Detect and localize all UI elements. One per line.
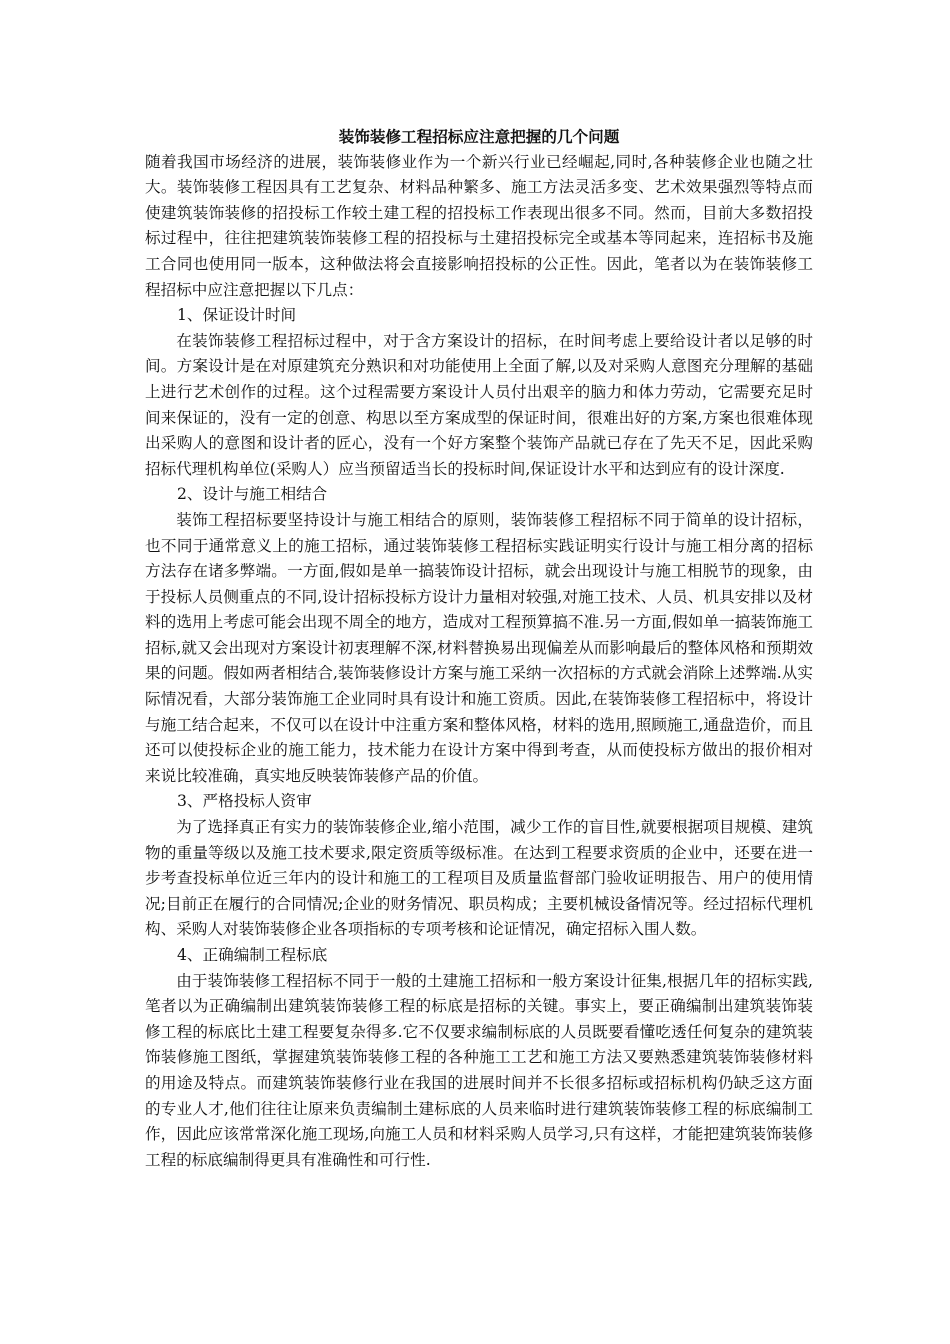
- intro-paragraph: 随着我国市场经济的进展，装饰装修业作为一个新兴行业已经崛起,同时,各种装修企业也随之壮大。装饰装修工程因具有工艺复杂、材料品种繁多、施工方法灵活多变、艺术效果强烈等特点而使建筑装饰装修的招投标工作较土建工程的招投标工作表现出很多不同。然而，目前大多数招投标过程中，往往把建筑装饰装修工程的招投标与土建招投标完全或基本等同起来，连招标书及施工合同也使用同一版本，这种做法将会直接影响招投标的公正性。因此，笔者以为在装饰装修工程招标中应注意把握以下几点：: [145, 152, 813, 299]
- section-heading-1: 1、保证设计时间: [177, 306, 297, 325]
- section-heading-2: 2、设计与施工相结合: [177, 485, 328, 504]
- document-title: 装饰装修工程招标应注意把握的几个问题: [338, 127, 620, 146]
- section-body-3: 为了选择真正有实力的装饰装修企业,缩小范围，减少工作的盲目性,就要根据项目规模、建筑物的重量等级以及施工技术要求,限定资质等级标准。在达到工程要求资质的企业中，还要在进一步考查投标单位近三年内的设计和施工的工程项目及质量监督部门验收证明报告、用户的使用情况;目前正在履行的合同情况;企业的财务情况、职员构成；主要机械设备情况等。经过招标代理机构、采购人对装饰装修企业各项指标的专项考核和论证情况，确定招标入围人数。: [145, 818, 813, 939]
- section-heading-3: 3、严格投标人资审: [177, 792, 312, 811]
- section-body-2: 装饰工程招标要坚持设计与施工相结合的原则，装饰装修工程招标不同于简单的设计招标，也不同于通常意义上的施工招标，通过装饰装修工程招标实践证明实行设计与施工相分离的招标方法存在诸多弊端。一方面,假如是单一搞装饰设计招标，就会出现设计与施工相脱节的现象，由于投标人员侧重点的不同,设计招标投标方设计力量相对较强,对施工技术、人员、机具安排以及材料的选用上考虑可能会出现不周全的地方，造成对工程预算搞不准.另一方面,假如单一搞装饰施工招标,就又会出现对方案设计初衷理解不深,材料替换易出现偏差从而影响最后的整体风格和预期效果的问题。假如两者相结合,装饰装修设计方案与施工采纳一次招标的方式就会消除上述弊端.从实际情况看，大部分装饰施工企业同时具有设计和施工资质。因此,在装饰装修工程招标中，将设计与施工结合起来，不仅可以在设计中注重方案和整体风格，材料的选用,照顾施工,通盘造价，而且还可以使投标企业的施工能力，技术能力在设计方案中得到考查，从而使投标方做出的报价相对来说比较准确，真实地反映装饰装修产品的价值。: [145, 510, 813, 785]
- section-body-4: 由于装饰装修工程招标不同于一般的土建施工招标和一般方案设计征集,根据几年的招标实践,笔者以为正确编制出建筑装饰装修工程的标底是招标的关键。事实上，要正确编制出建筑装饰装修工程的标底比土建工程要复杂得多.它不仅要求编制标底的人员既要看懂吃透任何复杂的建筑装饰装修施工图纸，掌握建筑装饰装修工程的各种施工工艺和施工方法又要熟悉建筑装饰装修材料的用途及特点。而建筑装饰装修行业在我国的进展时间并不长很多招标或招标机构仍缺乏这方面的专业人才,他们往往让原来负责编制土建标底的人员来临时进行建筑装饰装修工程的标底编制工作，因此应该常常深化施工现场,向施工人员和材料采购人员学习,只有这样，才能把建筑装饰装修工程的标底编制得更具有准确性和可行性.: [145, 971, 813, 1169]
- section-heading-4: 4、正确编制工程标底: [177, 946, 328, 964]
- section-body-1: 在装饰装修工程招标过程中，对于含方案设计的招标，在时间考虑上要给设计者以足够的时间。方案设计是在对原建筑充分熟识和对功能使用上全面了解,以及对采购人意图充分理解的基础上进行艺术创作的过程。这个过程需要方案设计人员付出艰辛的脑力和体力劳动，它需要充足时间来保证的，没有一定的创意、构思以至方案成型的保证时间，很难出好的方案,方案也很难体现出采购人的意图和设计者的匠心，没有一个好方案整个装饰产品就已存在了先天不足，因此采购招标代理机构单位(采购人）应当预留适当长的投标时间,保证设计水平和达到应有的设计深度.: [145, 331, 813, 478]
- document-page: [145, 124, 813, 1173]
